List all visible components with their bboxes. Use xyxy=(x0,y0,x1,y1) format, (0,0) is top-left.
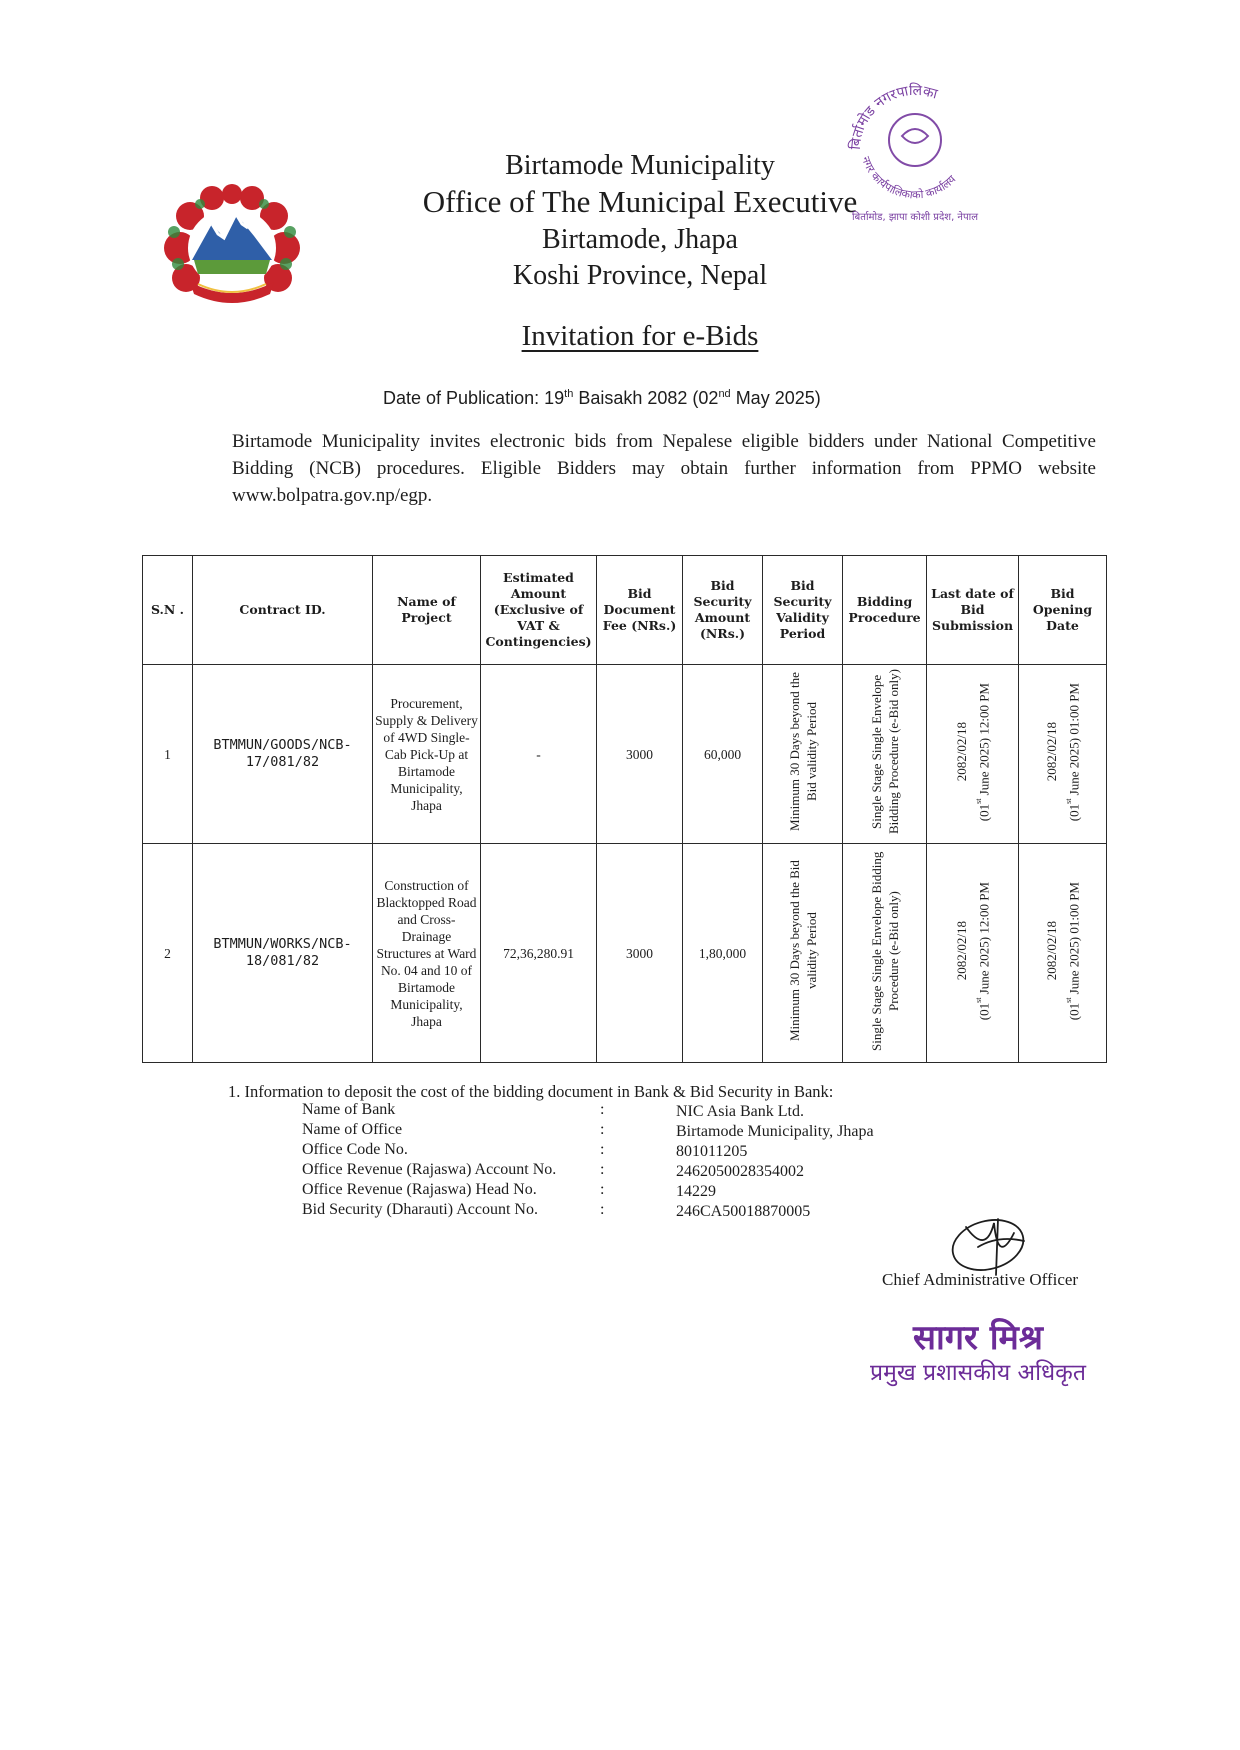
cell-project: Procurement, Supply & Delivery of 4WD Single-Cab Pick-Up at Birtamode Municipality, Jhapa xyxy=(373,665,481,844)
cell-validity: Minimum 30 Days beyond the Bid validity Period xyxy=(763,665,843,844)
signatory-name-stamp xyxy=(858,1318,1098,1388)
office-seal-stamp xyxy=(840,70,990,230)
bank-value: 246CA50018870005 xyxy=(676,1203,811,1220)
column-header: Bid Document Fee (NRs.) xyxy=(597,556,683,665)
municipality-name: Birtamode Municipality xyxy=(505,150,775,181)
stamp-name: सागर मिश्र xyxy=(913,1318,1043,1358)
column-header: Bidding Procedure xyxy=(843,556,927,665)
cell-estimated-amount: 72,36,280.91 xyxy=(481,844,597,1063)
bank-label: Name of Office xyxy=(302,1121,403,1138)
office-location: Birtamode, Jhapa xyxy=(542,224,738,255)
bids-table xyxy=(142,555,1107,1063)
column-header: Name of Project xyxy=(373,556,481,665)
column-header: Last date of Bid Submission xyxy=(927,556,1019,665)
cell-validity: Minimum 30 Days beyond the Bid validity Period xyxy=(763,844,843,1063)
seal-text-bottom: बिर्तामोड, झापा कोशी प्रदेश, नेपाल xyxy=(851,212,979,223)
nepal-coat-of-arms-icon xyxy=(150,178,314,312)
signatory-title: Chief Administrative Officer xyxy=(882,1270,1079,1289)
intro-paragraph: Birtamode Municipality invites electronic bids from Nepalese eligible bidders under National Competitive Bidding (NCB) procedures. Eligible Bidders may obtain further information from PPMO website www.bolpatra.gov.np/egp. xyxy=(232,431,1096,506)
cell-procedure: Single Stage Single Envelope Bidding Procedure (e-Bid only) xyxy=(843,844,927,1063)
cell-doc-fee: 3000 xyxy=(597,665,683,844)
office-name: Office of The Municipal Executive xyxy=(422,184,858,219)
bank-label: Office Revenue (Rajaswa) Head No. xyxy=(302,1181,537,1198)
svg-text:नगर कार्यपालिकाको कार्यालय xyxy=(859,155,959,202)
cell-security-amount: 60,000 xyxy=(683,665,763,844)
bank-value: Birtamode Municipality, Jhapa xyxy=(676,1123,874,1140)
cell-submission-date: 2082/02/18 (01st June 2025) 12:00 PM xyxy=(927,665,1019,844)
publication-date: Date of Publication: 19th Baisakh 2082 (02nd May 2025) xyxy=(383,388,821,408)
bank-value: 14229 xyxy=(676,1183,716,1200)
cell-sn: 2 xyxy=(143,844,193,1063)
bank-label: Name of Bank xyxy=(302,1101,396,1118)
cell-procedure: Single Stage Single Envelope Bidding Procedure (e-Bid only) xyxy=(843,665,927,844)
bank-value: NIC Asia Bank Ltd. xyxy=(676,1103,804,1120)
bank-separator: : xyxy=(600,1181,605,1198)
cell-contract-id: BTMMUN/WORKS/NCB-18/081/82 xyxy=(193,844,373,1063)
cell-sn: 1 xyxy=(143,665,193,844)
cell-doc-fee: 3000 xyxy=(597,844,683,1063)
bank-value: 2462050028354002 xyxy=(676,1163,804,1180)
cell-contract-id: BTMMUN/GOODS/NCB-17/081/82 xyxy=(193,665,373,844)
cell-security-amount: 1,80,000 xyxy=(683,844,763,1063)
handwritten-signature xyxy=(938,1205,1048,1277)
bank-label: Bid Security (Dharauti) Account No. xyxy=(302,1201,538,1218)
table-header-row xyxy=(143,556,1107,665)
bank-info-title: 1. Information to deposit the cost of the bidding document in Bank & Bid Security in Bank: xyxy=(228,1082,834,1101)
cell-opening-date: 2082/02/18 (01st June 2025) 01:00 PM xyxy=(1019,844,1107,1063)
cell-project: Construction of Blacktopped Road and Cross-Drainage Structures at Ward No. 04 and 10 of Birtamode Municipality, Jhapa xyxy=(373,844,481,1063)
bank-separator: : xyxy=(600,1201,605,1218)
column-header: Bid Security Amount (NRs.) xyxy=(683,556,763,665)
bank-label: Office Code No. xyxy=(302,1141,408,1158)
seal-text-middle: नगर कार्यपालिकाको कार्यालय xyxy=(859,154,959,202)
column-header: Estimated Amount (Exclusive of VAT & Contingencies) xyxy=(481,556,597,665)
notice-title: Invitation for e-Bids xyxy=(521,320,759,352)
table-row xyxy=(143,665,1107,844)
column-header: Bid Opening Date xyxy=(1019,556,1107,665)
bank-separator: : xyxy=(600,1101,605,1118)
bank-label: Office Revenue (Rajaswa) Account No. xyxy=(302,1161,557,1178)
bank-value: 801011205 xyxy=(676,1143,748,1160)
bank-separator: : xyxy=(600,1161,605,1178)
cell-submission-date: 2082/02/18 (01st June 2025) 12:00 PM xyxy=(927,844,1019,1063)
seal-text-top: बिर्तामोड नगरपालिका xyxy=(847,82,940,151)
cell-estimated-amount: - xyxy=(481,665,597,844)
column-header: Contract ID. xyxy=(193,556,373,665)
table-row xyxy=(143,844,1107,1063)
column-header: Bid Security Validity Period xyxy=(763,556,843,665)
column-header: S.N . xyxy=(143,556,193,665)
stamp-designation: प्रमुख प्रशासकीय अधिकृत xyxy=(870,1360,1086,1386)
bank-separator: : xyxy=(600,1121,605,1138)
bank-separator: : xyxy=(600,1141,605,1158)
office-province: Koshi Province, Nepal xyxy=(512,260,768,291)
cell-opening-date: 2082/02/18 (01st June 2025) 01:00 PM xyxy=(1019,665,1107,844)
